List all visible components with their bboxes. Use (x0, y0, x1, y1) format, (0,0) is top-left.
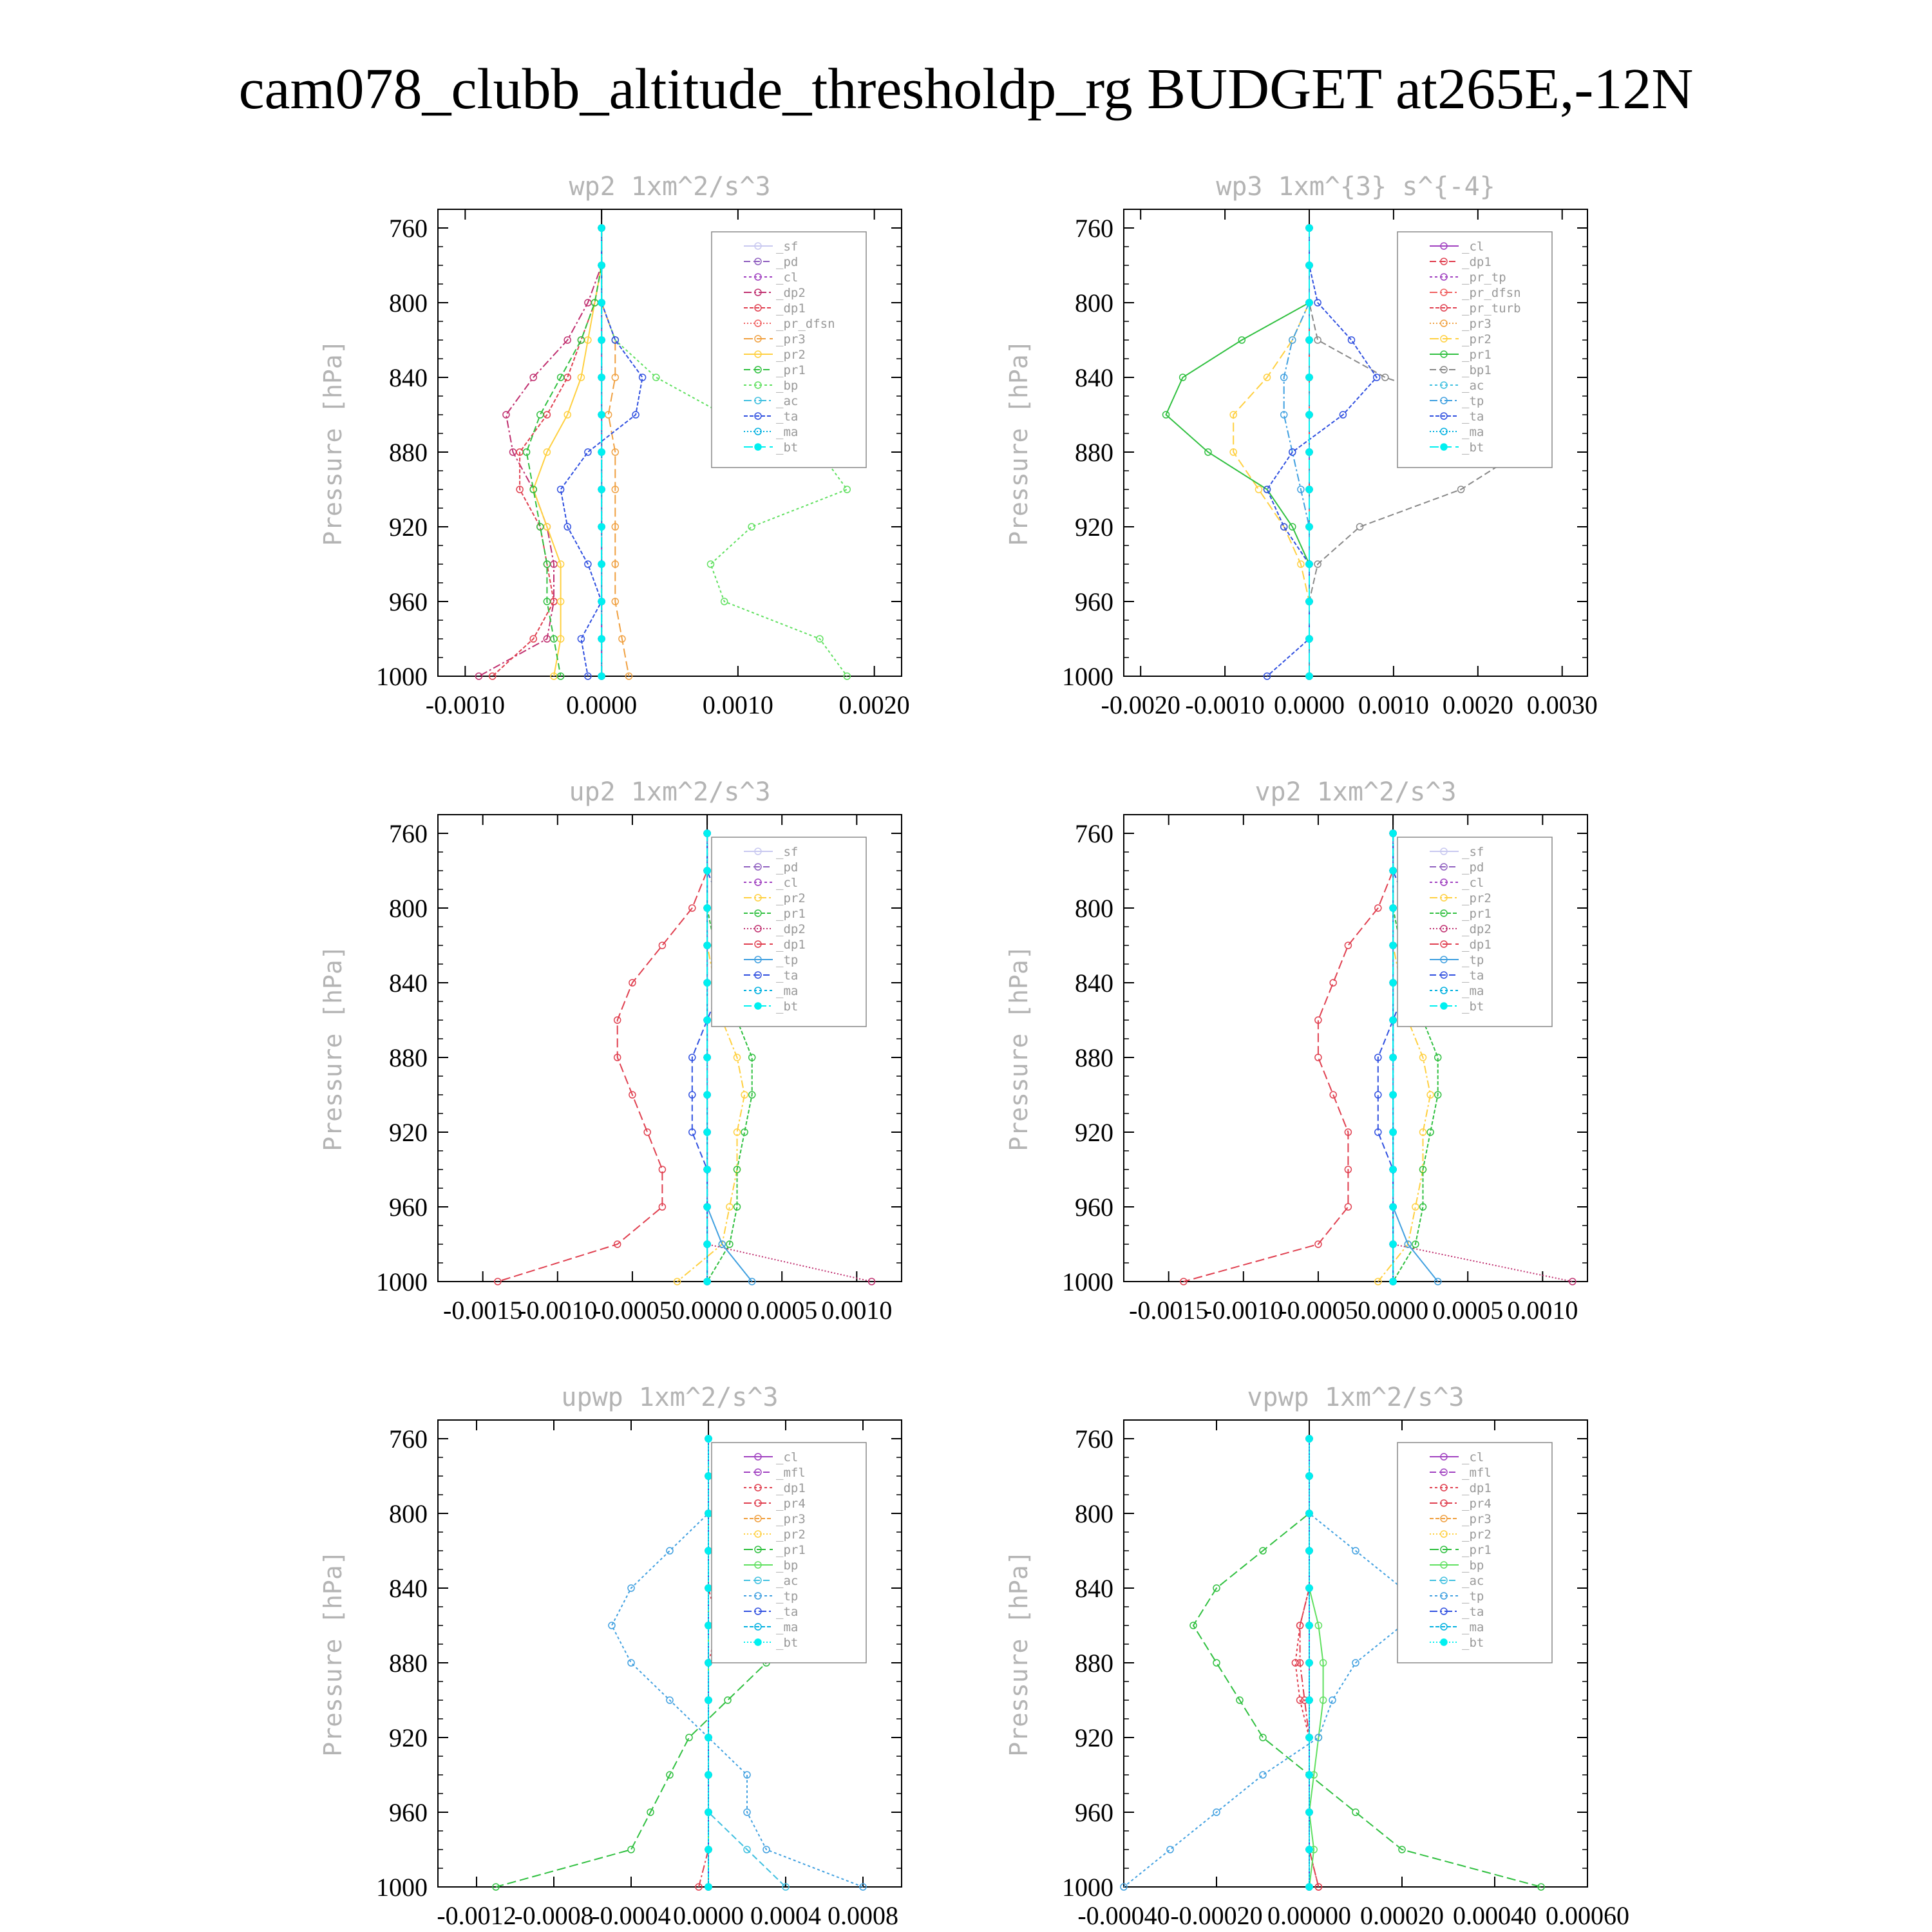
series-line_pr1 (1166, 228, 1310, 676)
y-tick-label: 800 (389, 289, 428, 317)
data-point_bt (704, 905, 710, 911)
y-tick-label: 760 (1075, 214, 1113, 243)
legend-label: _dp1 (1462, 1481, 1492, 1495)
data-point_bt (704, 1278, 710, 1285)
data-point_bt (705, 1622, 712, 1629)
legend-label: _mfl (776, 1466, 806, 1480)
series-line_tp (1284, 228, 1309, 676)
y-tick-label: 960 (1075, 1193, 1113, 1222)
x-tick-label: 0.0010 (1358, 690, 1429, 719)
data-point_bt (1306, 412, 1312, 418)
y-tick-label: 880 (389, 1649, 428, 1678)
data-point_bt (1306, 1846, 1312, 1853)
data-point_dp1 (564, 374, 571, 381)
legend-label: _dp1 (1462, 255, 1492, 269)
data-point_pr2 (1256, 486, 1262, 493)
data-point_bt (705, 1809, 712, 1815)
legend-label: _ma (776, 984, 799, 998)
data-point_bt (1390, 1278, 1396, 1285)
legend-label: _cl (776, 270, 799, 285)
data-point_dp1 (1345, 942, 1351, 949)
legend-label: _pr1 (776, 1543, 806, 1557)
series-line_dp1 (1184, 833, 1393, 1282)
panel-title: up2 1xm^2/s^3 (569, 777, 771, 807)
y-tick-label: 840 (389, 363, 428, 392)
legend-label: _ac (1462, 1574, 1484, 1588)
y-tick-label: 800 (389, 1499, 428, 1528)
legend-label: _mfl (1462, 1466, 1492, 1480)
x-tick-label: 0.0010 (1507, 1296, 1578, 1325)
y-tick-label: 1000 (1062, 1873, 1113, 1902)
y-tick-label: 1000 (376, 1873, 428, 1902)
y-tick-label: 880 (389, 1043, 428, 1072)
data-point_bt (705, 1734, 712, 1741)
legend-label: _tp (1462, 1589, 1484, 1604)
data-point_dp1 (1345, 1204, 1351, 1210)
legend-label: _ta (776, 969, 799, 983)
data-point_bt (1306, 1809, 1312, 1815)
x-tick-label: -0.00040 (1077, 1901, 1170, 1930)
data-point_bt (1306, 1660, 1312, 1666)
legend-label: _sf (1462, 845, 1484, 859)
data-point_bt (1390, 1092, 1396, 1098)
data-point_tp (1260, 1772, 1266, 1778)
data-point_bt (1306, 337, 1312, 343)
legend-label: _bt (1462, 999, 1484, 1014)
data-point_bt (1390, 1054, 1396, 1061)
x-tick-label: -0.0010 (1204, 1296, 1283, 1325)
panel-title: vpwp 1xm^2/s^3 (1247, 1383, 1464, 1412)
y-tick-label: 920 (1075, 1723, 1113, 1752)
data-point_dp1 (1330, 980, 1336, 986)
y-tick-label: 840 (1075, 363, 1113, 392)
legend-label: _ma (1462, 425, 1484, 439)
legend-label: _sf (776, 240, 799, 254)
x-tick-label: 0.0005 (1432, 1296, 1504, 1325)
legend-label: _pr_dfsn (1462, 286, 1521, 300)
y-tick-label: 880 (389, 438, 428, 467)
data-point_bt (704, 1204, 710, 1210)
data-point_bt (1390, 1166, 1396, 1173)
data-point_bt (598, 486, 605, 493)
data-point_pr1 (1352, 1809, 1359, 1815)
data-point_bt (1390, 942, 1396, 949)
data-point_bt (704, 980, 710, 986)
x-tick-label: 0.0000 (1358, 1296, 1429, 1325)
data-point_bt (704, 1166, 710, 1173)
y-tick-label: 840 (389, 1574, 428, 1603)
data-point_dp1 (1315, 1054, 1321, 1061)
data-point_bt (1306, 1435, 1312, 1442)
data-point_bt (1390, 1204, 1396, 1210)
y-tick-label: 920 (389, 1118, 428, 1147)
x-tick-label: 0.0020 (838, 690, 910, 719)
data-point_bp (748, 524, 755, 530)
data-point_bt (1306, 1510, 1312, 1517)
data-point_bt (704, 1092, 710, 1098)
x-tick-label: -0.0020 (1101, 690, 1180, 719)
legend-label: _bt (1462, 1636, 1484, 1650)
y-tick-label: 760 (389, 819, 428, 848)
data-point_bt (705, 1585, 712, 1591)
data-point_pr1 (686, 1734, 692, 1741)
legend-label: _ac (776, 1574, 799, 1588)
legend-label: _ma (776, 1620, 799, 1634)
x-tick-label: 0.00020 (1360, 1901, 1444, 1930)
panels (319, 172, 1629, 1930)
legend-label: _bp (776, 379, 799, 393)
legend-label: _pr_tp (1462, 270, 1506, 285)
data-point_bt (1390, 980, 1396, 986)
x-tick-label: -0.0010 (1185, 690, 1265, 719)
y-axis-label: Pressure [hPa] (1005, 945, 1033, 1151)
legend-label: _ta (1462, 969, 1484, 983)
y-tick-label: 960 (1075, 587, 1113, 616)
y-axis-label: Pressure [hPa] (319, 339, 347, 546)
legend-label: _pr3 (776, 1512, 806, 1526)
data-point_bt (1306, 636, 1312, 642)
y-tick-label: 840 (1075, 969, 1113, 998)
legend-label: _pr2 (776, 891, 806, 905)
x-tick-label: 0.0000 (1274, 690, 1345, 719)
data-point_bt (598, 374, 605, 381)
x-tick-label: -0.0004 (591, 1901, 671, 1930)
data-point_bt (1306, 673, 1312, 679)
legend-label: _cl (776, 876, 799, 890)
data-point_ta (1349, 337, 1355, 343)
legend-label: _pr_dfsn (776, 317, 835, 331)
data-point_bp (708, 561, 714, 567)
x-tick-label: 0.0000 (672, 1296, 743, 1325)
y-axis-label: Pressure [hPa] (319, 945, 347, 1151)
x-tick-label: 0.00000 (1267, 1901, 1351, 1930)
legend-label: _cl (1462, 876, 1484, 890)
legend-label: _ma (776, 425, 799, 439)
data-point_bp (653, 374, 659, 381)
data-point_bt (705, 1884, 712, 1890)
data-point_bt (598, 337, 605, 343)
x-tick-label: -0.0005 (592, 1296, 672, 1325)
legend-label: _dp2 (776, 922, 806, 936)
data-point_bt (598, 598, 605, 605)
data-point_bt (1390, 830, 1396, 837)
legend-label: _ma (1462, 1620, 1484, 1634)
data-point_bt (598, 225, 605, 231)
x-tick-label: -0.0008 (514, 1901, 594, 1930)
legend-marker (755, 1639, 761, 1645)
legend-label: _pr1 (776, 363, 806, 377)
legend-label: _ta (776, 410, 799, 424)
data-point_bt (704, 1017, 710, 1023)
legend-label: _bt (776, 999, 799, 1014)
data-point_tp (609, 1622, 615, 1629)
data-point_tp (1167, 1846, 1173, 1853)
data-point_bt (598, 561, 605, 567)
y-tick-label: 840 (1075, 1574, 1113, 1603)
data-point_dp1 (644, 1129, 650, 1135)
y-tick-label: 800 (1075, 289, 1113, 317)
data-point_bt (1390, 1129, 1396, 1135)
x-tick-label: 0.0000 (673, 1901, 744, 1930)
y-axis-label: Pressure [hPa] (1005, 1550, 1033, 1757)
legend-label: _bp1 (1462, 363, 1492, 377)
x-tick-label: 0.0020 (1442, 690, 1513, 719)
data-point_tp (1329, 1697, 1336, 1703)
data-point_pr1 (628, 1846, 634, 1853)
data-point_bt (705, 1772, 712, 1778)
data-point_tp (667, 1548, 673, 1554)
x-tick-label: -0.0015 (1129, 1296, 1209, 1325)
legend-marker (755, 1003, 761, 1009)
legend-label: _pr1 (776, 907, 806, 921)
legend-label: _pr2 (1462, 1528, 1492, 1542)
y-tick-label: 880 (1075, 1649, 1113, 1678)
data-point_bt (705, 1548, 712, 1554)
data-point_bt (705, 1846, 712, 1853)
legend-label: _bp (776, 1558, 799, 1573)
legend-label: _dp2 (1462, 922, 1492, 936)
y-tick-label: 800 (389, 894, 428, 923)
y-tick-label: 800 (1075, 1499, 1113, 1528)
x-tick-label: 0.0005 (746, 1296, 818, 1325)
data-point_bt (1306, 299, 1312, 306)
data-point_bt (705, 1435, 712, 1442)
data-point_bt (598, 412, 605, 418)
data-point_bt (598, 524, 605, 530)
legend-label: _bp (1462, 1558, 1484, 1573)
y-tick-label: 1000 (1062, 662, 1113, 691)
x-tick-label: -0.0015 (443, 1296, 523, 1325)
data-point_bt (704, 1129, 710, 1135)
legend-label: _pr1 (1462, 907, 1492, 921)
data-point_bt (1306, 225, 1312, 231)
x-tick-label: 0.0030 (1526, 690, 1598, 719)
data-point_bt (1306, 524, 1312, 530)
legend-label: _tp (776, 1589, 799, 1604)
legend-label: _dp1 (776, 1481, 806, 1495)
panel-title: vp2 1xm^2/s^3 (1255, 777, 1457, 807)
data-point_bt (598, 449, 605, 455)
legend-label: _pr1 (1462, 348, 1492, 362)
legend-label: _cl (1462, 240, 1484, 254)
legend-marker (1441, 1639, 1447, 1645)
y-tick-label: 1000 (1062, 1267, 1113, 1296)
data-point_bt (704, 867, 710, 874)
y-tick-label: 1000 (376, 1267, 428, 1296)
data-point_bt (1306, 598, 1312, 605)
x-tick-label: -0.0010 (425, 690, 506, 719)
legend-label: _pr2 (1462, 332, 1492, 346)
data-point_bt (1306, 1884, 1312, 1890)
legend-label: _pr4 (776, 1497, 806, 1511)
series-line_dp1 (498, 833, 707, 1282)
series-line_ta (1267, 228, 1377, 676)
panel-3 (319, 777, 902, 1325)
legend-label: _ta (1462, 410, 1484, 424)
data-point_bt (1390, 905, 1396, 911)
series-line_pr2 (1233, 228, 1309, 676)
legend-label: _pd (776, 860, 799, 875)
y-tick-label: 960 (1075, 1798, 1113, 1827)
x-tick-label: 0.0008 (828, 1901, 898, 1930)
data-point_bt (598, 636, 605, 642)
legend-label: _tp (1462, 394, 1484, 408)
legend-label: _ta (1462, 1605, 1484, 1619)
y-tick-label: 960 (389, 587, 428, 616)
data-point_bt (705, 1697, 712, 1703)
y-axis-label: Pressure [hPa] (319, 1550, 347, 1757)
y-tick-label: 840 (389, 969, 428, 998)
data-point_pr1 (578, 337, 584, 343)
y-tick-label: 880 (1075, 438, 1113, 467)
panel-6 (1005, 1383, 1629, 1930)
panel-title: upwp 1xm^2/s^3 (561, 1383, 779, 1412)
legend-label: _pr2 (1462, 891, 1492, 905)
data-point_pr1 (537, 412, 544, 418)
legend-marker (755, 444, 761, 450)
series-line_dp2 (479, 228, 602, 676)
y-tick-label: 920 (389, 513, 428, 542)
panel-1 (319, 172, 910, 719)
legend-label: _pr_turb (1462, 301, 1521, 316)
y-tick-label: 880 (1075, 1043, 1113, 1072)
y-tick-label: 760 (1075, 1425, 1113, 1454)
legend-label: _pr4 (1462, 1497, 1492, 1511)
legend-label: _ma (1462, 984, 1484, 998)
y-tick-label: 760 (1075, 819, 1113, 848)
data-point_bt (704, 1054, 710, 1061)
data-point_tp (628, 1660, 634, 1666)
x-tick-label: 0.0010 (702, 690, 773, 719)
legend-label: _pr3 (776, 332, 806, 346)
y-tick-label: 800 (1075, 894, 1113, 923)
x-tick-label: 0.0004 (750, 1901, 821, 1930)
data-point_ta (585, 449, 591, 455)
legend-label: _bt (1462, 440, 1484, 455)
data-point_bt (704, 942, 710, 949)
x-tick-label: -0.0005 (1278, 1296, 1358, 1325)
legend-label: _ac (776, 394, 799, 408)
data-point_bt (598, 299, 605, 306)
legend-label: _cl (776, 1450, 799, 1464)
data-point_bt (598, 673, 605, 679)
y-tick-label: 760 (389, 1425, 428, 1454)
data-point_bt (1306, 1585, 1312, 1591)
data-point_bt (1306, 1473, 1312, 1479)
data-point_bp1 (1382, 374, 1388, 381)
panel-4 (1005, 777, 1587, 1325)
data-point_bt (705, 1473, 712, 1479)
legend-label: _pr1 (1462, 1543, 1492, 1557)
y-tick-label: 1000 (376, 662, 428, 691)
data-point_bt (598, 262, 605, 269)
data-point_bt (705, 1510, 712, 1517)
legend-label: _dp2 (776, 286, 806, 300)
data-point_bt (1306, 1734, 1312, 1741)
data-point_pr1 (1213, 1660, 1220, 1666)
data-point_bt (1306, 1697, 1312, 1703)
legend-label: _pr2 (776, 348, 806, 362)
y-tick-label: 920 (1075, 513, 1113, 542)
legend-label: _dp1 (1462, 938, 1492, 952)
data-point_bt (1306, 262, 1312, 269)
x-tick-label: -0.00020 (1170, 1901, 1263, 1930)
legend-label: _pd (776, 255, 799, 269)
legend-marker (1441, 1003, 1447, 1009)
data-point_bt (1306, 449, 1312, 455)
legend-label: _ta (776, 1605, 799, 1619)
series-line_tp (1124, 1439, 1402, 1887)
x-tick-label: 0.0010 (821, 1296, 893, 1325)
data-point_bt (1306, 374, 1312, 381)
legend-label: _cl (1462, 1450, 1484, 1464)
panel-2 (1005, 172, 1598, 719)
page-title: cam078_clubb_altitude_thresholdp_rg BUDGET at265E,-12N (238, 57, 1694, 121)
data-point_bt (704, 1241, 710, 1247)
data-point_pr1 (724, 1697, 731, 1703)
legend-label: _ac (1462, 379, 1484, 393)
legend-label: _bt (776, 1636, 799, 1650)
x-tick-label: -0.0010 (518, 1296, 598, 1325)
data-point_bt (705, 1660, 712, 1666)
y-tick-label: 960 (389, 1798, 428, 1827)
data-point_bt (704, 830, 710, 837)
data-point_bt (1390, 867, 1396, 874)
x-tick-label: 0.00040 (1453, 1901, 1537, 1930)
y-tick-label: 920 (389, 1723, 428, 1752)
data-point_bt (1306, 486, 1312, 493)
x-tick-label: 0.00060 (1546, 1901, 1629, 1930)
y-tick-label: 760 (389, 214, 428, 243)
panel-title: wp3 1xm^{3} s^{-4} (1216, 172, 1495, 202)
legend-label: _bt (776, 440, 799, 455)
data-point_bt (1390, 1017, 1396, 1023)
data-point_bp1 (1357, 524, 1363, 530)
x-tick-label: -0.0012 (437, 1901, 516, 1930)
panel-title: wp2 1xm^2/s^3 (569, 172, 771, 202)
legend-label: _pr3 (1462, 1512, 1492, 1526)
legend-label: _tp (776, 953, 799, 967)
data-point_bt (1306, 1548, 1312, 1554)
y-axis-label: Pressure [hPa] (1005, 339, 1033, 546)
data-point_bt (1306, 1622, 1312, 1629)
legend-label: _dp1 (776, 938, 806, 952)
legend-label: _pr2 (776, 1528, 806, 1542)
series-line_pr1 (527, 228, 602, 676)
data-point_bp (844, 486, 850, 493)
legend-label: _tp (1462, 953, 1484, 967)
data-point_dp1 (659, 942, 665, 949)
series-line_pr3 (601, 228, 629, 676)
data-point_bt (1306, 1772, 1312, 1778)
legend-label: _dp1 (776, 301, 806, 316)
legend-label: _pr3 (1462, 317, 1492, 331)
panel-5 (319, 1383, 902, 1930)
x-tick-label: 0.0000 (566, 690, 638, 719)
y-tick-label: 920 (1075, 1118, 1113, 1147)
data-point_bt (1306, 561, 1312, 567)
legend-marker (1441, 444, 1447, 450)
data-point_bt (1390, 1241, 1396, 1247)
legend-label: _sf (776, 845, 799, 859)
legend-label: _pd (1462, 860, 1484, 875)
y-tick-label: 960 (389, 1193, 428, 1222)
